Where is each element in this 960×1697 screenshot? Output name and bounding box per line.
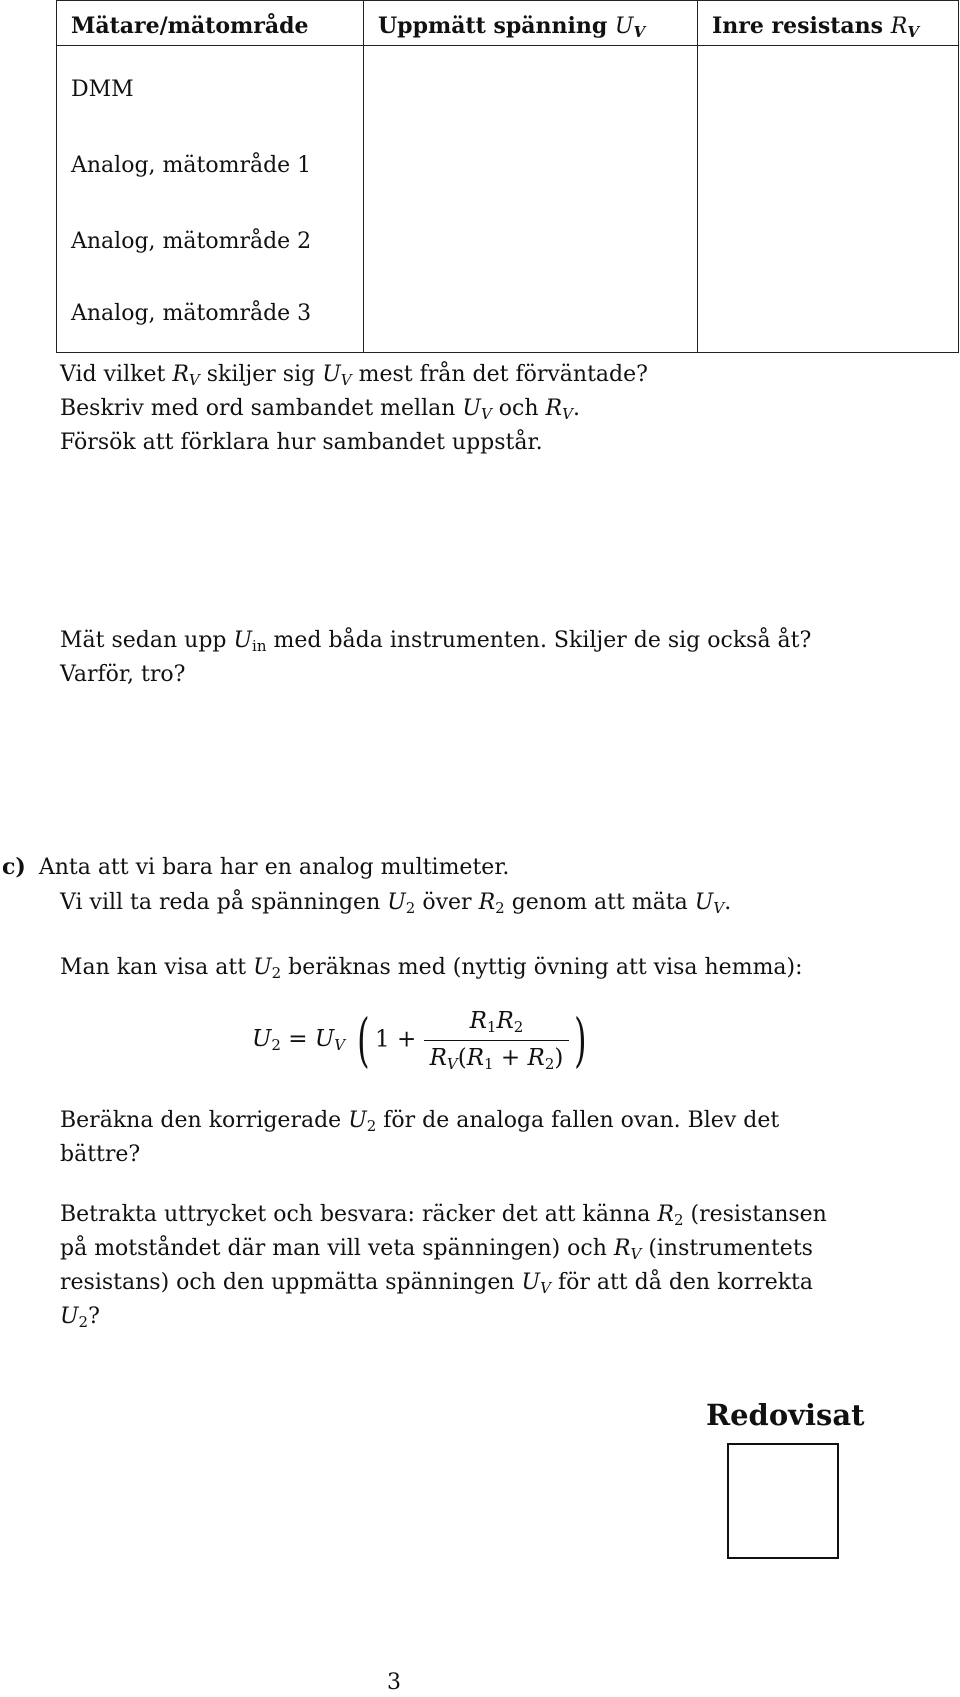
voltage-cell[interactable]	[364, 122, 698, 198]
voltage-cell[interactable]	[364, 46, 698, 123]
voltage-cell[interactable]	[364, 198, 698, 274]
resistance-cell[interactable]	[698, 198, 959, 274]
question-most-deviation: Vid vilket $R_V$ skiljer sig $U_V$ mest från det förväntade?	[60, 362, 648, 389]
resistance-cell[interactable]	[698, 274, 959, 353]
page-number: 3	[387, 1670, 401, 1695]
consider-line-1: Betrakta uttrycket och besvara: räcker det att känna $R_2$ (resistansen	[60, 1202, 827, 1229]
part-c-label: c)	[2, 854, 26, 880]
question-why: Varför, tro?	[60, 662, 186, 687]
header-measured-voltage: Uppmätt spänning $U_V$	[364, 1, 698, 46]
table-header-row	[57, 1, 959, 46]
table-row	[57, 198, 959, 274]
header-internal-resistance: Inre resistans $R_V$	[698, 1, 959, 46]
consider-line-2: på motståndet där man vill veta spänningen) och $R_V$ (instrumentets	[60, 1236, 813, 1263]
compute-instruction: Beräkna den korrigerade $U_2$ för de analoga fallen ovan. Blev det	[60, 1108, 780, 1135]
question-explain: Försök att förklara hur sambandet uppstår.	[60, 430, 543, 455]
consider-line-4: $U_2$?	[60, 1304, 100, 1331]
table-row	[57, 274, 959, 353]
correction-formula: $U_2 = U_V$ ( 1 + $\frac{R_1R_2}{R_V(R_1 + R_2)}$ )	[252, 1006, 587, 1075]
redovisat-checkbox[interactable]	[727, 1443, 839, 1559]
compute-instruction-cont: bättre?	[60, 1142, 141, 1167]
row-label: Analog, mätområde 2	[57, 198, 364, 274]
row-label: Analog, mätområde 3	[57, 274, 364, 353]
redovisat-label: Redovisat	[706, 1398, 865, 1432]
measurement-table	[56, 0, 959, 353]
part-c-goal: Vi vill ta reda på spänningen $U_2$ över $R_2$ genom att mäta $U_V$.	[60, 890, 732, 917]
resistance-cell[interactable]	[698, 46, 959, 123]
part-c-formula-intro: Man kan visa att $U_2$ beräknas med (nyttig övning att visa hemma):	[60, 955, 803, 982]
table-row	[57, 46, 959, 123]
row-label: DMM	[57, 46, 364, 123]
header-meter: Mätare/mätområde	[57, 1, 364, 46]
row-label: Analog, mätområde 1	[57, 122, 364, 198]
resistance-cell[interactable]	[698, 122, 959, 198]
part-c-intro: c) Anta att vi bara har en analog multimeter.	[2, 854, 510, 880]
consider-line-3: resistans) och den uppmätta spänningen $U_V$ för att då den korrekta	[60, 1270, 813, 1297]
table-row	[57, 122, 959, 198]
question-describe-relation: Beskriv med ord sambandet mellan $U_V$ och $R_V$.	[60, 396, 580, 423]
question-measure-uin: Mät sedan upp $U_{in}$ med båda instrumenten. Skiljer de sig också åt?	[60, 628, 812, 655]
voltage-cell[interactable]	[364, 274, 698, 353]
